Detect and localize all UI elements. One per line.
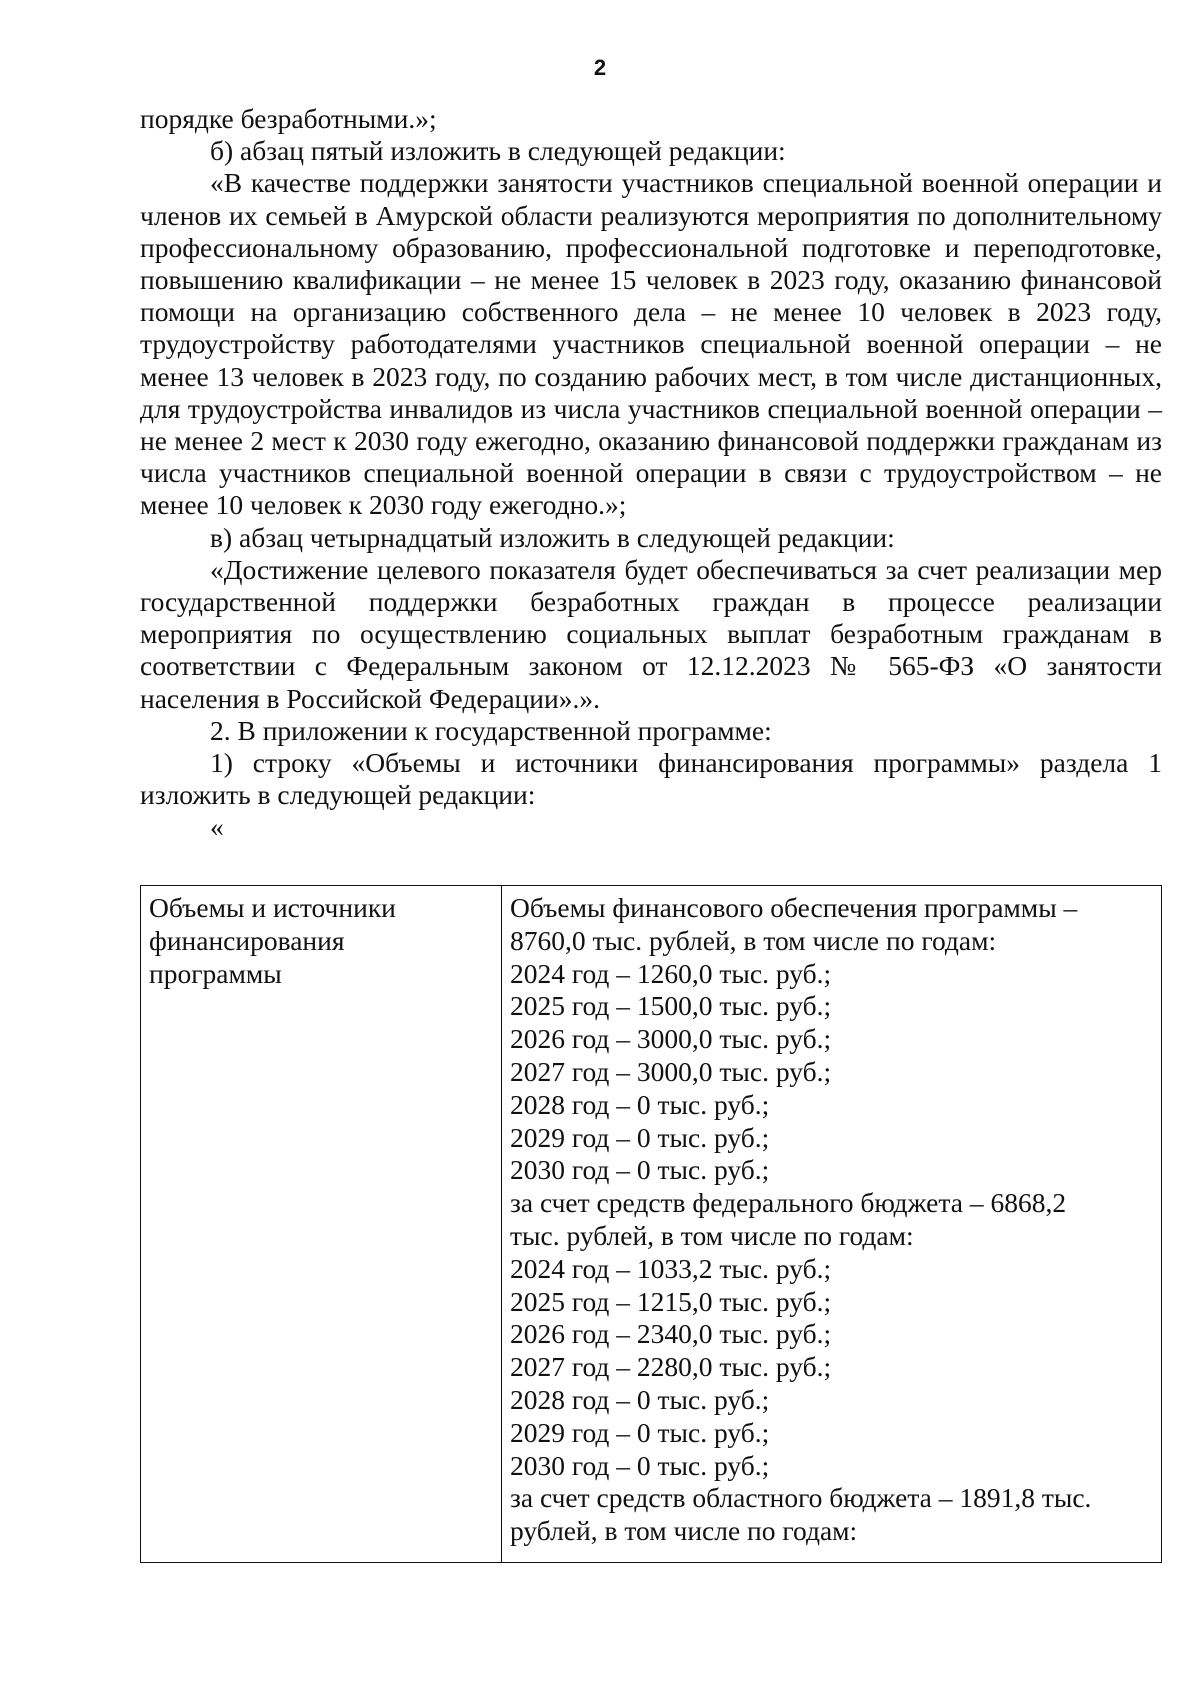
- value-line: 2027 год – 3000,0 тыс. руб.;: [510, 1055, 832, 1087]
- value-line: 2026 год – 3000,0 тыс. руб.;: [510, 1023, 832, 1055]
- value-line: 2029 год – 0 тыс. руб.;: [510, 1416, 770, 1448]
- table-label-cell: [141, 886, 502, 1563]
- opening-quote-mark: «: [210, 811, 224, 843]
- paragraph-quote-target-indicator: «Достижение целевого показателя будет обеспечиваться за счет реализации мер государственной поддержки безработных граждан в процессе реализации мероприятия по осуществлению социальных выплат безработным гражданам в соответствии с Федеральным законом от 12.12.2023 № 565-ФЗ «О занятости населения в Российской Федерации».».: [140, 553, 1162, 714]
- value-line: 8760,0 тыс. рублей, в том числе по годам:: [510, 924, 997, 956]
- page-number: 2: [593, 55, 607, 80]
- value-line: 2029 год – 0 тыс. руб.;: [510, 1121, 770, 1153]
- value-line: 2024 год – 1033,2 тыс. руб.;: [510, 1252, 832, 1284]
- value-line: за счет средств федерального бюджета – 6868,2: [510, 1187, 1067, 1219]
- value-line: за счет средств областного бюджета – 1891,8 тыс.: [510, 1482, 1092, 1514]
- value-line: 2028 год – 0 тыс. руб.;: [510, 1383, 770, 1415]
- value-line: 2030 год – 0 тыс. руб.;: [510, 1449, 770, 1481]
- value-line: 2025 год – 1215,0 тыс. руб.;: [510, 1285, 832, 1317]
- label-line: программы: [149, 957, 282, 989]
- value-line: 2024 год – 1260,0 тыс. руб.;: [510, 957, 832, 989]
- paragraph-item-2-1: 1) строку «Объемы и источники финансирования программы» раздела 1 изложить в следующей редакции:: [140, 747, 1162, 811]
- value-line: 2028 год – 0 тыс. руб.;: [510, 1088, 770, 1120]
- funding-table: [140, 885, 1162, 1563]
- table-row: [141, 886, 1162, 1563]
- value-line: 2026 год – 2340,0 тыс. руб.;: [510, 1318, 832, 1350]
- value-line: рублей, в том числе по годам:: [510, 1515, 858, 1547]
- paragraph-continuation: порядке безработными.»;: [140, 103, 437, 134]
- document-body: [140, 103, 1162, 844]
- value-line: Объемы финансового обеспечения программы –: [510, 892, 1078, 923]
- paragraph-item-b: б) абзац пятый изложить в следующей редакции:: [210, 135, 786, 167]
- table-value-cell: [502, 886, 1162, 1563]
- value-line: тыс. рублей, в том числе по годам:: [510, 1219, 914, 1251]
- label-line: Объемы и источники: [149, 892, 396, 923]
- value-line: 2030 год – 0 тыс. руб.;: [510, 1154, 770, 1186]
- value-line: 2025 год – 1500,0 тыс. руб.;: [510, 990, 832, 1022]
- paragraph-item-v: в) абзац четырнадцатый изложить в следующей редакции:: [210, 521, 895, 553]
- label-line: финансирования: [149, 924, 345, 956]
- paragraph-item-2: 2. В приложении к государственной программе:: [210, 714, 772, 746]
- paragraph-quote-employment-support: «В качестве поддержки занятости участников специальной военной операции и членов их семьей в Амурской области реализуются мероприятия по дополнительному профессиональному образованию, профессиональной подготовке и переподготовке, повышению квалификации – не менее 15 человек в 2023 году, оказанию финансовой помощи на организацию собственного дела – не менее 10 человек в 2023 году, трудоустройству работодателями участников специальной военной операции – не менее 13 человек в 2023 году, по созданию рабочих мест, в том числе дистанционных, для трудоустройства инвалидов из числа участников специальной военной операции – не менее 2 мест к 2030 году ежегодно, оказанию финансовой поддержки гражданам из числа участников специальной военной операции в связи с трудоустройством – не менее 10 человек к 2030 году ежегодно.»;: [140, 167, 1162, 521]
- value-line: 2027 год – 2280,0 тыс. руб.;: [510, 1351, 832, 1383]
